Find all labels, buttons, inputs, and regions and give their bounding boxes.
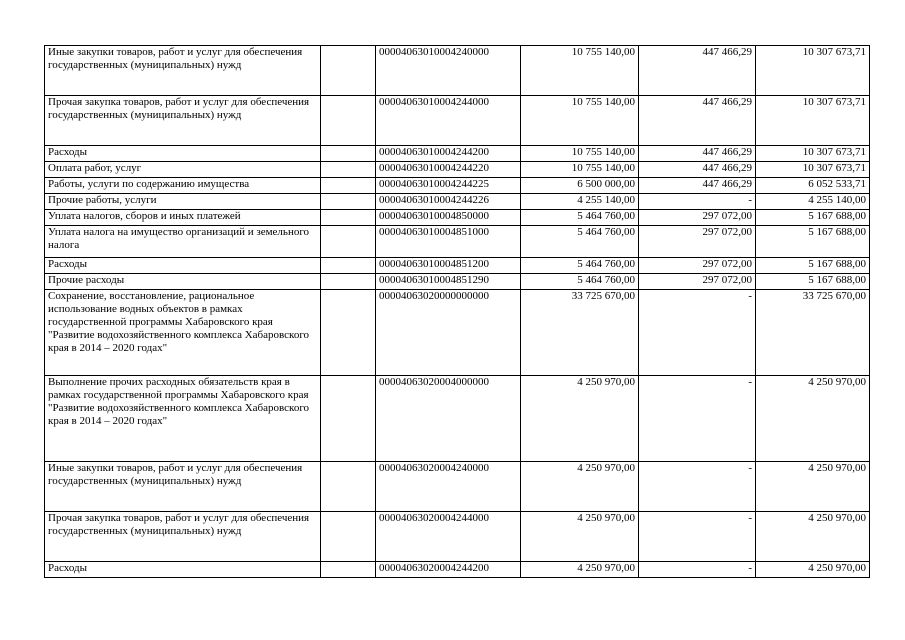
- table-row: [45, 46, 870, 96]
- row-code: 00004063010004244000: [376, 96, 521, 146]
- row-plan: 10 755 140,00: [521, 162, 639, 178]
- table-row: [45, 562, 870, 578]
- row-plan: 4 250 970,00: [521, 562, 639, 578]
- row-rest: 4 250 970,00: [756, 462, 870, 512]
- row-plan: 4 255 140,00: [521, 194, 639, 210]
- table-row: [45, 178, 870, 194]
- row-plan: 10 755 140,00: [521, 96, 639, 146]
- row-rest: 10 307 673,71: [756, 146, 870, 162]
- row-plan: 33 725 670,00: [521, 290, 639, 376]
- empty-cell: [321, 146, 376, 162]
- row-code: 00004063010004851290: [376, 274, 521, 290]
- row-name: Иные закупки товаров, работ и услуг для обеспечения государственных (муниципальных) нужд: [45, 462, 321, 512]
- table-row: [45, 194, 870, 210]
- row-name: Сохранение, восстановление, рациональное использование водных объектов в рамках государственной программы Хабаровского края "Развитие водохозяйственного комплекса Хабаровского края в 2014 – 2020 годах": [45, 290, 321, 376]
- row-code: 00004063010004244226: [376, 194, 521, 210]
- empty-cell: [321, 210, 376, 226]
- row-rest: 5 167 688,00: [756, 258, 870, 274]
- empty-cell: [321, 178, 376, 194]
- empty-cell: [321, 274, 376, 290]
- table-row: [45, 258, 870, 274]
- row-plan: 4 250 970,00: [521, 462, 639, 512]
- table-row: [45, 226, 870, 258]
- row-exec: 297 072,00: [639, 258, 756, 274]
- row-rest: 10 307 673,71: [756, 46, 870, 96]
- row-name: Иные закупки товаров, работ и услуг для обеспечения государственных (муниципальных) нужд: [45, 46, 321, 96]
- row-rest: 4 250 970,00: [756, 562, 870, 578]
- row-plan: 10 755 140,00: [521, 146, 639, 162]
- empty-cell: [321, 194, 376, 210]
- empty-cell: [321, 226, 376, 258]
- row-rest: 33 725 670,00: [756, 290, 870, 376]
- row-code: 00004063020004244200: [376, 562, 521, 578]
- row-exec: 447 466,29: [639, 96, 756, 146]
- row-rest: 5 167 688,00: [756, 210, 870, 226]
- row-name: Уплата налогов, сборов и иных платежей: [45, 210, 321, 226]
- table-row: [45, 162, 870, 178]
- row-code: 00004063020004000000: [376, 376, 521, 462]
- row-rest: 10 307 673,71: [756, 96, 870, 146]
- row-exec: -: [639, 562, 756, 578]
- row-plan: 5 464 760,00: [521, 210, 639, 226]
- row-plan: 4 250 970,00: [521, 512, 639, 562]
- table-row: [45, 96, 870, 146]
- table-row: [45, 462, 870, 512]
- empty-cell: [321, 462, 376, 512]
- row-code: 00004063020004244000: [376, 512, 521, 562]
- table-row: [45, 290, 870, 376]
- empty-cell: [321, 512, 376, 562]
- empty-cell: [321, 290, 376, 376]
- row-code: 00004063010004244200: [376, 146, 521, 162]
- table-row: [45, 146, 870, 162]
- row-rest: 4 255 140,00: [756, 194, 870, 210]
- row-plan: 4 250 970,00: [521, 376, 639, 462]
- row-rest: 4 250 970,00: [756, 512, 870, 562]
- row-plan: 10 755 140,00: [521, 46, 639, 96]
- row-name: Прочие расходы: [45, 274, 321, 290]
- row-name: Расходы: [45, 562, 321, 578]
- row-code: 00004063010004851200: [376, 258, 521, 274]
- empty-cell: [321, 376, 376, 462]
- row-exec: 297 072,00: [639, 274, 756, 290]
- table-row: [45, 376, 870, 462]
- row-name: Прочая закупка товаров, работ и услуг для обеспечения государственных (муниципальных) нужд: [45, 96, 321, 146]
- row-exec: 297 072,00: [639, 226, 756, 258]
- table-row: [45, 274, 870, 290]
- row-exec: 447 466,29: [639, 162, 756, 178]
- row-name: Оплата работ, услуг: [45, 162, 321, 178]
- table-row: [45, 210, 870, 226]
- empty-cell: [321, 562, 376, 578]
- row-plan: 5 464 760,00: [521, 226, 639, 258]
- row-code: 00004063010004240000: [376, 46, 521, 96]
- empty-cell: [321, 258, 376, 274]
- row-plan: 6 500 000,00: [521, 178, 639, 194]
- row-plan: 5 464 760,00: [521, 274, 639, 290]
- row-name: Уплата налога на имущество организаций и земельного налога: [45, 226, 321, 258]
- row-code: 00004063010004244220: [376, 162, 521, 178]
- budget-table: [44, 45, 870, 578]
- row-exec: -: [639, 376, 756, 462]
- empty-cell: [321, 46, 376, 96]
- row-exec: -: [639, 512, 756, 562]
- row-exec: 297 072,00: [639, 210, 756, 226]
- row-exec: -: [639, 290, 756, 376]
- row-name: Расходы: [45, 258, 321, 274]
- row-code: 00004063010004244225: [376, 178, 521, 194]
- row-code: 00004063010004851000: [376, 226, 521, 258]
- row-name: Прочие работы, услуги: [45, 194, 321, 210]
- row-plan: 5 464 760,00: [521, 258, 639, 274]
- row-name: Выполнение прочих расходных обязательств края в рамках государственной программы Хабаровского края "Развитие водохозяйственного комплекса Хабаровского края в 2014 – 2020 годах": [45, 376, 321, 462]
- row-rest: 10 307 673,71: [756, 162, 870, 178]
- row-rest: 5 167 688,00: [756, 226, 870, 258]
- row-code: 00004063020004240000: [376, 462, 521, 512]
- empty-cell: [321, 96, 376, 146]
- row-exec: 447 466,29: [639, 178, 756, 194]
- row-exec: -: [639, 194, 756, 210]
- row-code: 00004063020000000000: [376, 290, 521, 376]
- row-rest: 5 167 688,00: [756, 274, 870, 290]
- row-rest: 4 250 970,00: [756, 376, 870, 462]
- row-exec: 447 466,29: [639, 46, 756, 96]
- table-row: [45, 512, 870, 562]
- row-code: 00004063010004850000: [376, 210, 521, 226]
- table-body: [45, 46, 870, 578]
- row-rest: 6 052 533,71: [756, 178, 870, 194]
- row-name: Прочая закупка товаров, работ и услуг для обеспечения государственных (муниципальных) нужд: [45, 512, 321, 562]
- row-name: Работы, услуги по содержанию имущества: [45, 178, 321, 194]
- row-exec: -: [639, 462, 756, 512]
- row-exec: 447 466,29: [639, 146, 756, 162]
- empty-cell: [321, 162, 376, 178]
- row-name: Расходы: [45, 146, 321, 162]
